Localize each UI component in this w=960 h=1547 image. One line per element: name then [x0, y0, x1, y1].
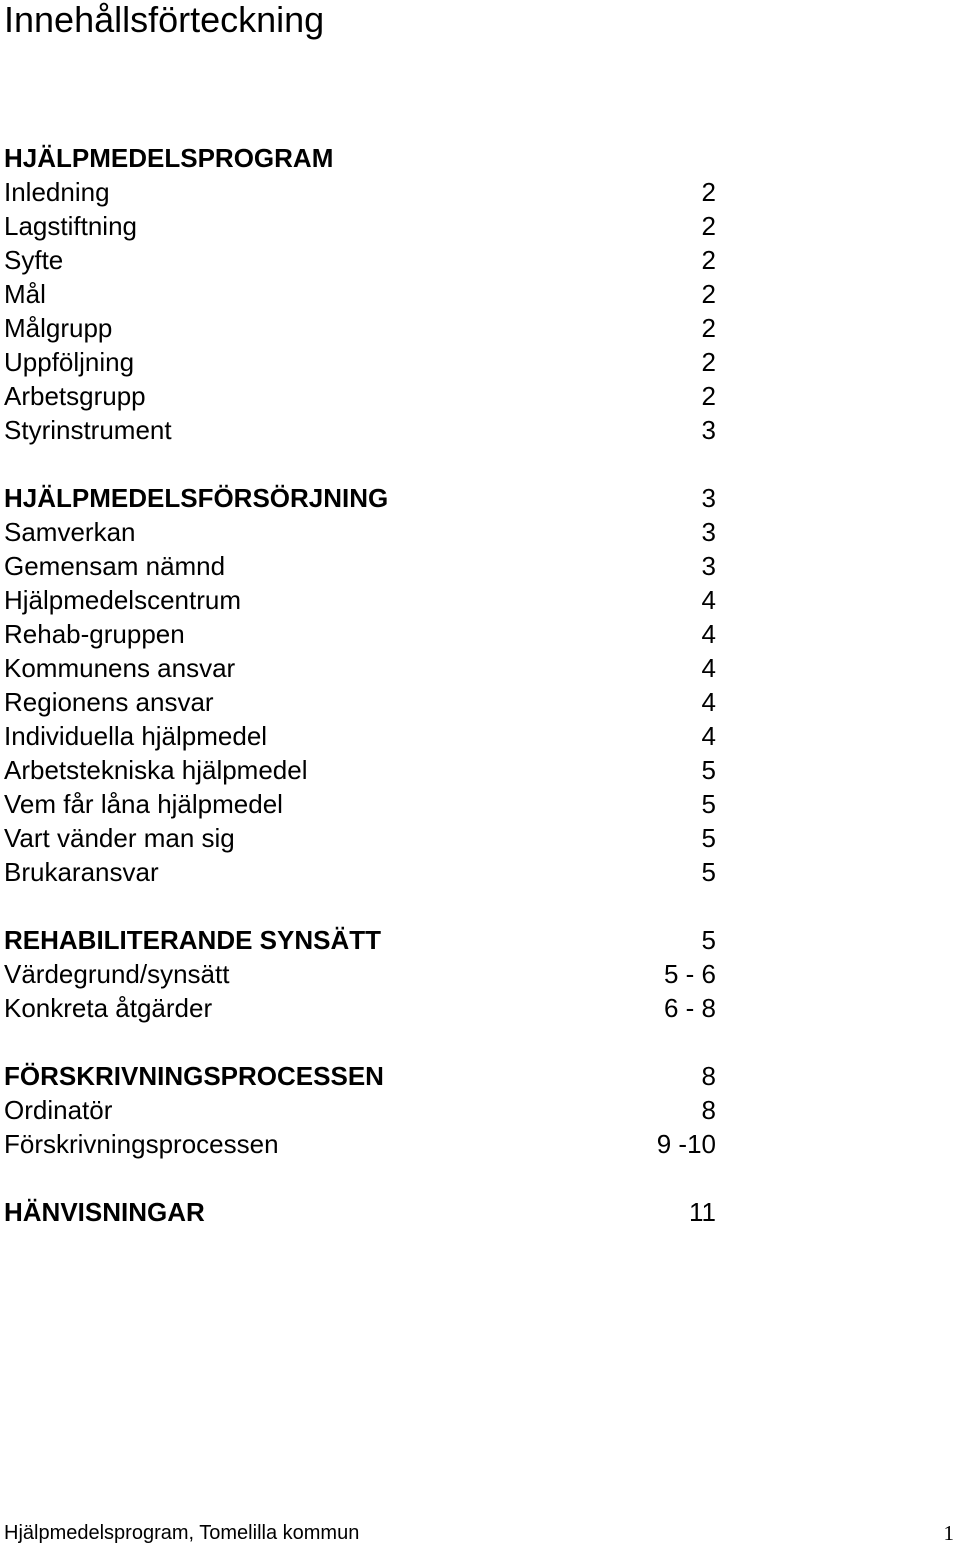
toc-entry-page-number: 4	[701, 619, 716, 649]
toc-entry	[4, 753, 716, 787]
toc-section-heading	[4, 1195, 716, 1229]
toc-entry-label: Gemensam nämnd	[4, 551, 226, 581]
toc-entry	[4, 277, 716, 311]
toc-section-heading	[4, 141, 716, 175]
toc-entry	[4, 583, 716, 617]
toc-entry	[4, 549, 716, 583]
toc-entry-label: Ordinatör	[4, 1095, 113, 1125]
toc-entry-page-number: 6 - 8	[663, 993, 716, 1023]
toc-entry	[4, 1127, 716, 1161]
toc-entry	[4, 311, 716, 345]
toc-section	[4, 481, 716, 889]
toc-entry-page-number: 9 -10	[656, 1129, 716, 1159]
toc-entry-label: Syfte	[4, 245, 64, 275]
toc-heading-label: HJÄLPMEDELSPROGRAM	[4, 143, 334, 173]
toc-entry	[4, 515, 716, 549]
toc-heading-page-number: 5	[701, 925, 716, 955]
toc-section-heading	[4, 1059, 716, 1093]
toc-section	[4, 1059, 716, 1161]
toc-entry	[4, 379, 716, 413]
toc-entry-page-number: 2	[701, 177, 716, 207]
toc-entry-label: Konkreta åtgärder	[4, 993, 213, 1023]
toc-entry-page-number: 5	[701, 857, 716, 887]
toc-section	[4, 141, 716, 447]
toc-entry-label: Målgrupp	[4, 313, 113, 343]
toc-section-heading	[4, 923, 716, 957]
toc-section	[4, 923, 716, 1025]
table-of-contents	[4, 141, 716, 1263]
toc-entry-label: Arbetstekniska hjälpmedel	[4, 755, 308, 785]
toc-entry-label: Hjälpmedelscentrum	[4, 585, 241, 615]
toc-entry	[4, 719, 716, 753]
toc-heading-label: HJÄLPMEDELSFÖRSÖRJNING	[4, 483, 389, 513]
toc-heading-page-number: 8	[701, 1061, 716, 1091]
toc-entry	[4, 855, 716, 889]
toc-entry-label: Lagstiftning	[4, 211, 137, 241]
page-footer	[4, 1520, 954, 1546]
toc-entry-label: Brukaransvar	[4, 857, 159, 887]
toc-entry	[4, 685, 716, 719]
toc-heading-label: FÖRSKRIVNINGSPROCESSEN	[4, 1061, 384, 1091]
toc-entry	[4, 787, 716, 821]
toc-entry-label: Förskrivningsprocessen	[4, 1129, 279, 1159]
toc-entry-label: Arbetsgrupp	[4, 381, 146, 411]
toc-entry-page-number: 2	[701, 381, 716, 411]
toc-section	[4, 1195, 716, 1229]
toc-entry	[4, 243, 716, 277]
toc-entry-label: Vem får låna hjälpmedel	[4, 789, 283, 819]
toc-entry-label: Styrinstrument	[4, 415, 172, 445]
toc-entry-label: Vart vänder man sig	[4, 823, 235, 853]
toc-entry-label: Uppföljning	[4, 347, 135, 377]
toc-entry-label: Värdegrund/synsätt	[4, 959, 230, 989]
toc-entry-page-number: 2	[701, 211, 716, 241]
toc-heading-page-number: 3	[701, 483, 716, 513]
toc-entry-page-number: 2	[701, 279, 716, 309]
toc-entry	[4, 821, 716, 855]
toc-entry-page-number: 2	[701, 313, 716, 343]
toc-entry-page-number: 2	[701, 245, 716, 275]
toc-entry-page-number: 4	[701, 653, 716, 683]
toc-entry-label: Inledning	[4, 177, 110, 207]
toc-entry-page-number: 5 - 6	[663, 959, 716, 989]
toc-entry-page-number: 5	[701, 789, 716, 819]
toc-entry	[4, 651, 716, 685]
toc-entry-page-number: 3	[701, 415, 716, 445]
toc-entry-label: Individuella hjälpmedel	[4, 721, 268, 751]
toc-entry-page-number: 4	[701, 687, 716, 717]
toc-entry-label: Regionens ansvar	[4, 687, 214, 717]
toc-entry	[4, 345, 716, 379]
toc-entry-label: Kommunens ansvar	[4, 653, 236, 683]
toc-entry-page-number: 4	[701, 721, 716, 751]
toc-entry	[4, 617, 716, 651]
toc-entry	[4, 413, 716, 447]
footer-document-name: Hjälpmedelsprogram, Tomelilla kommun	[4, 1522, 360, 1544]
toc-entry	[4, 209, 716, 243]
toc-entry-page-number: 5	[701, 823, 716, 853]
toc-entry	[4, 957, 716, 991]
toc-entry-page-number: 3	[701, 551, 716, 581]
toc-entry-label: Rehab-gruppen	[4, 619, 185, 649]
footer-page-number: 1	[943, 1521, 954, 1545]
toc-entry-label: Samverkan	[4, 517, 136, 547]
toc-heading-page-number: 11	[689, 1197, 716, 1227]
toc-entry-page-number: 5	[701, 755, 716, 785]
toc-heading-label: HÄNVISNINGAR	[4, 1197, 205, 1227]
page-title: Innehållsförteckning	[4, 0, 325, 40]
toc-entry-page-number: 4	[701, 585, 716, 615]
toc-entry	[4, 991, 716, 1025]
toc-entry-page-number: 3	[701, 517, 716, 547]
toc-section-heading	[4, 481, 716, 515]
toc-entry	[4, 1093, 716, 1127]
toc-entry-page-number: 8	[701, 1095, 716, 1125]
toc-entry-page-number: 2	[701, 347, 716, 377]
toc-heading-label: REHABILITERANDE SYNSÄTT	[4, 925, 382, 955]
toc-entry	[4, 175, 716, 209]
toc-entry-label: Mål	[4, 279, 46, 309]
